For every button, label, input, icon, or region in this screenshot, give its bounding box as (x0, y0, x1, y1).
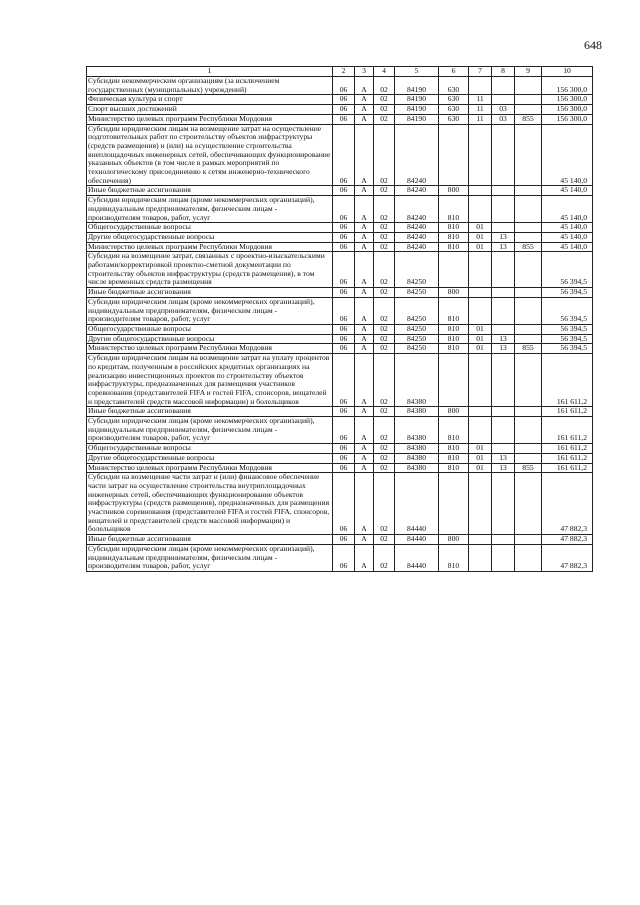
table-row (87, 544, 593, 571)
code-2-cell: 06 (333, 417, 355, 444)
amount-cell: 45 140,0 (542, 186, 593, 196)
code-2-cell: 06 (333, 114, 355, 124)
table-row (87, 334, 593, 344)
subsection-cell: 13 (492, 334, 515, 344)
code-3-cell: А (355, 232, 374, 242)
target-article-cell: 84250 (395, 252, 439, 288)
ministry-code-cell (515, 473, 542, 535)
code-2-cell: 06 (333, 444, 355, 454)
amount-cell: 56 394,5 (542, 252, 593, 288)
code-4-cell: 02 (374, 196, 395, 223)
amount-cell: 156 300,0 (542, 77, 593, 95)
code-3-cell: А (355, 77, 374, 95)
table-header (87, 67, 593, 77)
code-3-cell: А (355, 114, 374, 124)
expense-type-cell: 810 (439, 344, 469, 354)
subsection-cell (492, 124, 515, 186)
ministry-code-cell (515, 252, 542, 288)
code-4-cell: 02 (374, 334, 395, 344)
row-name-cell: Субсидии юридическим лицам (кроме некоммерческих организаций), индивидуальным предпринимателям, физическим лицам - производителям товаров, работ, услуг (87, 297, 333, 324)
row-name-cell: Субсидии на возмещение части затрат и (или) финансовое обеспечение части затрат на осуществление строительства внутриплощадочных инженерных сетей, обеспечивающих функционирование объектов инфраструктуры (средств размещения), предназначенных для размещения участников соревнования (представителей FIFA и гостей FIFA, спонсоров, вещателей и представителей средств массовой информации) и болельщиков (87, 473, 333, 535)
subsection-cell: 13 (492, 344, 515, 354)
ministry-code-cell (515, 444, 542, 454)
code-2-cell: 06 (333, 105, 355, 115)
ministry-code-cell (515, 105, 542, 115)
target-article-cell: 84240 (395, 242, 439, 252)
col-header-7: 7 (469, 67, 492, 77)
subsection-cell (492, 77, 515, 95)
code-4-cell: 02 (374, 324, 395, 334)
code-4-cell: 02 (374, 105, 395, 115)
subsection-cell (492, 196, 515, 223)
row-name-cell: Другие общегосударственные вопросы (87, 334, 333, 344)
target-article-cell: 84250 (395, 334, 439, 344)
row-name-cell: Общегосударственные вопросы (87, 444, 333, 454)
table-row (87, 463, 593, 473)
section-cell: 01 (469, 242, 492, 252)
amount-cell: 45 140,0 (542, 223, 593, 233)
table-row (87, 288, 593, 298)
column-number-row (87, 67, 593, 77)
target-article-cell: 84380 (395, 453, 439, 463)
code-2-cell: 06 (333, 453, 355, 463)
target-article-cell: 84440 (395, 544, 439, 571)
row-name-cell: Иные бюджетные ассигнования (87, 407, 333, 417)
ministry-code-cell (515, 544, 542, 571)
ministry-code-cell: 855 (515, 242, 542, 252)
section-cell: 01 (469, 444, 492, 454)
expense-type-cell: 810 (439, 334, 469, 344)
code-2-cell: 06 (333, 297, 355, 324)
section-cell (469, 196, 492, 223)
expense-type-cell: 810 (439, 196, 469, 223)
section-cell (469, 535, 492, 545)
subsection-cell (492, 354, 515, 407)
section-cell (469, 473, 492, 535)
row-name-cell: Иные бюджетные ассигнования (87, 186, 333, 196)
expense-type-cell: 810 (439, 324, 469, 334)
section-cell (469, 297, 492, 324)
amount-cell: 56 394,5 (542, 324, 593, 334)
amount-cell: 45 140,0 (542, 232, 593, 242)
section-cell: 01 (469, 463, 492, 473)
table-row (87, 407, 593, 417)
amount-cell: 47 882,3 (542, 473, 593, 535)
section-cell (469, 544, 492, 571)
target-article-cell: 84380 (395, 417, 439, 444)
subsection-cell (492, 417, 515, 444)
code-3-cell: А (355, 186, 374, 196)
table-row (87, 324, 593, 334)
code-2-cell: 06 (333, 463, 355, 473)
subsection-cell (492, 444, 515, 454)
col-header-1: 1 (87, 67, 333, 77)
code-3-cell: А (355, 95, 374, 105)
section-cell: 01 (469, 232, 492, 242)
ministry-code-cell (515, 232, 542, 242)
row-name-cell: Иные бюджетные ассигнования (87, 288, 333, 298)
code-3-cell: А (355, 344, 374, 354)
subsection-cell (492, 535, 515, 545)
code-2-cell: 06 (333, 242, 355, 252)
subsection-cell (492, 407, 515, 417)
ministry-code-cell (515, 186, 542, 196)
code-2-cell: 06 (333, 473, 355, 535)
table-row (87, 344, 593, 354)
target-article-cell: 84240 (395, 196, 439, 223)
subsection-cell (492, 186, 515, 196)
amount-cell: 156 300,0 (542, 114, 593, 124)
code-2-cell: 06 (333, 186, 355, 196)
code-3-cell: А (355, 242, 374, 252)
table-row (87, 297, 593, 324)
row-name-cell: Субсидии юридическим лицам на возмещение затрат на уплату процентов по кредитам, полученным в российских кредитных организациях на реализацию инвестиционных проектов по строительству объектов инфраструктуры, предназначенных для размещения участников соревнования (представителей FIFA и гостей FIFA, спонсоров, вещателей и представителей средств массовой информации) и болельщиков (87, 354, 333, 407)
code-2-cell: 06 (333, 354, 355, 407)
code-4-cell: 02 (374, 252, 395, 288)
target-article-cell: 84380 (395, 354, 439, 407)
code-4-cell: 02 (374, 417, 395, 444)
table-row (87, 473, 593, 535)
code-2-cell: 06 (333, 252, 355, 288)
target-article-cell: 84240 (395, 232, 439, 242)
col-header-6: 6 (439, 67, 469, 77)
target-article-cell: 84240 (395, 186, 439, 196)
code-3-cell: А (355, 324, 374, 334)
col-header-3: 3 (355, 67, 374, 77)
code-3-cell: А (355, 544, 374, 571)
amount-cell: 161 611,2 (542, 354, 593, 407)
amount-cell: 47 882,3 (542, 544, 593, 571)
code-3-cell: А (355, 297, 374, 324)
expense-type-cell: 810 (439, 232, 469, 242)
section-cell (469, 186, 492, 196)
section-cell: 11 (469, 114, 492, 124)
section-cell (469, 124, 492, 186)
code-4-cell: 02 (374, 95, 395, 105)
code-3-cell: А (355, 463, 374, 473)
subsection-cell (492, 544, 515, 571)
section-cell: 01 (469, 344, 492, 354)
code-4-cell: 02 (374, 535, 395, 545)
expense-type-cell: 810 (439, 297, 469, 324)
col-header-5: 5 (395, 67, 439, 77)
expense-type-cell (439, 252, 469, 288)
row-name-cell: Субсидии юридическим лицам (кроме некоммерческих организаций), индивидуальным предпринимателям, физическим лицам - производителям товаров, работ, услуг (87, 417, 333, 444)
target-article-cell: 84250 (395, 344, 439, 354)
table-row (87, 444, 593, 454)
amount-cell: 45 140,0 (542, 196, 593, 223)
section-cell (469, 252, 492, 288)
amount-cell: 161 611,2 (542, 417, 593, 444)
section-cell (469, 407, 492, 417)
subsection-cell (492, 95, 515, 105)
amount-cell: 56 394,5 (542, 288, 593, 298)
code-3-cell: А (355, 417, 374, 444)
subsection-cell (492, 288, 515, 298)
expense-type-cell: 810 (439, 453, 469, 463)
code-3-cell: А (355, 444, 374, 454)
expense-type-cell (439, 473, 469, 535)
expense-type-cell: 810 (439, 417, 469, 444)
table-row (87, 105, 593, 115)
amount-cell: 161 611,2 (542, 463, 593, 473)
code-3-cell: А (355, 105, 374, 115)
code-2-cell: 06 (333, 288, 355, 298)
budget-table (86, 66, 593, 572)
code-4-cell: 02 (374, 223, 395, 233)
col-header-9: 9 (515, 67, 542, 77)
code-3-cell: А (355, 124, 374, 186)
budget-table-wrapper (86, 66, 593, 572)
table-row (87, 223, 593, 233)
ministry-code-cell (515, 417, 542, 444)
code-4-cell: 02 (374, 354, 395, 407)
table-row (87, 114, 593, 124)
code-3-cell: А (355, 334, 374, 344)
subsection-cell: 13 (492, 453, 515, 463)
target-article-cell: 84440 (395, 473, 439, 535)
ministry-code-cell (515, 453, 542, 463)
amount-cell: 161 611,2 (542, 453, 593, 463)
code-3-cell: А (355, 473, 374, 535)
ministry-code-cell (515, 407, 542, 417)
section-cell: 01 (469, 453, 492, 463)
row-name-cell: Общегосударственные вопросы (87, 324, 333, 334)
row-name-cell: Субсидии юридическим лицам (кроме некоммерческих организаций), индивидуальным предпринимателям, физическим лицам - производителям товаров, работ, услуг (87, 544, 333, 571)
row-name-cell: Министерство целевых программ Республики Мордовия (87, 242, 333, 252)
code-2-cell: 06 (333, 77, 355, 95)
row-name-cell: Спорт высших достижений (87, 105, 333, 115)
ministry-code-cell: 855 (515, 463, 542, 473)
ministry-code-cell (515, 196, 542, 223)
section-cell: 01 (469, 223, 492, 233)
ministry-code-cell (515, 223, 542, 233)
code-2-cell: 06 (333, 407, 355, 417)
amount-cell: 156 300,0 (542, 105, 593, 115)
target-article-cell: 84190 (395, 105, 439, 115)
target-article-cell: 84190 (395, 95, 439, 105)
expense-type-cell: 810 (439, 223, 469, 233)
ministry-code-cell (515, 288, 542, 298)
code-4-cell: 02 (374, 288, 395, 298)
code-2-cell: 06 (333, 232, 355, 242)
amount-cell: 56 394,5 (542, 344, 593, 354)
table-row (87, 354, 593, 407)
subsection-cell (492, 297, 515, 324)
code-4-cell: 02 (374, 77, 395, 95)
expense-type-cell: 800 (439, 535, 469, 545)
row-name-cell: Другие общегосударственные вопросы (87, 453, 333, 463)
target-article-cell: 84190 (395, 77, 439, 95)
subsection-cell: 13 (492, 232, 515, 242)
section-cell (469, 417, 492, 444)
row-name-cell: Министерство целевых программ Республики Мордовия (87, 114, 333, 124)
col-header-10: 10 (542, 67, 593, 77)
amount-cell: 161 611,2 (542, 407, 593, 417)
amount-cell: 45 140,0 (542, 242, 593, 252)
code-2-cell: 06 (333, 544, 355, 571)
code-4-cell: 02 (374, 344, 395, 354)
subsection-cell: 13 (492, 242, 515, 252)
amount-cell: 56 394,5 (542, 334, 593, 344)
target-article-cell: 84250 (395, 297, 439, 324)
col-header-4: 4 (374, 67, 395, 77)
code-2-cell: 06 (333, 196, 355, 223)
section-cell: 11 (469, 95, 492, 105)
code-4-cell: 02 (374, 453, 395, 463)
table-row (87, 242, 593, 252)
table-row (87, 232, 593, 242)
table-row (87, 196, 593, 223)
code-4-cell: 02 (374, 232, 395, 242)
table-body (87, 77, 593, 572)
subsection-cell: 13 (492, 463, 515, 473)
row-name-cell: Общегосударственные вопросы (87, 223, 333, 233)
code-4-cell: 02 (374, 463, 395, 473)
expense-type-cell: 630 (439, 114, 469, 124)
code-2-cell: 06 (333, 95, 355, 105)
ministry-code-cell (515, 297, 542, 324)
code-2-cell: 06 (333, 535, 355, 545)
ministry-code-cell (515, 354, 542, 407)
table-row (87, 186, 593, 196)
section-cell: 01 (469, 334, 492, 344)
ministry-code-cell: 855 (515, 114, 542, 124)
code-4-cell: 02 (374, 407, 395, 417)
table-row (87, 417, 593, 444)
expense-type-cell: 630 (439, 105, 469, 115)
expense-type-cell (439, 124, 469, 186)
code-4-cell: 02 (374, 242, 395, 252)
code-3-cell: А (355, 407, 374, 417)
table-row (87, 95, 593, 105)
row-name-cell: Субсидии юридическим лицам на возмещение затрат на осуществление подготовительных работ по строительству объектов инфраструктуры (средств размещения) и (или) на осуществление строительства внеплощадочных инженерных сетей, обеспечивающих функционирование указанных объектов (в том числе в рамках мероприятий по технологическому присоединению к сетям инженерно-технического обеспечения) (87, 124, 333, 186)
code-2-cell: 06 (333, 334, 355, 344)
subsection-cell: 03 (492, 105, 515, 115)
code-4-cell: 02 (374, 544, 395, 571)
section-cell (469, 77, 492, 95)
code-3-cell: А (355, 535, 374, 545)
code-4-cell: 02 (374, 297, 395, 324)
code-4-cell: 02 (374, 114, 395, 124)
code-2-cell: 06 (333, 324, 355, 334)
table-row (87, 252, 593, 288)
row-name-cell: Министерство целевых программ Республики Мордовия (87, 463, 333, 473)
code-4-cell: 02 (374, 124, 395, 186)
target-article-cell: 84250 (395, 324, 439, 334)
subsection-cell (492, 252, 515, 288)
expense-type-cell (439, 354, 469, 407)
row-name-cell: Субсидии на возмещение затрат, связанных с проектно-изыскательскими работами/корректировкой проектно-сметной документации по строительству объектов инфраструктуры (средств размещения), в том числе временных средств размещения (87, 252, 333, 288)
code-4-cell: 02 (374, 444, 395, 454)
code-4-cell: 02 (374, 186, 395, 196)
row-name-cell: Субсидии юридическим лицам (кроме некоммерческих организаций), индивидуальным предпринимателям, физическим лицам - производителям товаров, работ, услуг (87, 196, 333, 223)
code-2-cell: 06 (333, 344, 355, 354)
expense-type-cell: 630 (439, 77, 469, 95)
amount-cell: 161 611,2 (542, 444, 593, 454)
expense-type-cell: 800 (439, 288, 469, 298)
expense-type-cell: 810 (439, 242, 469, 252)
expense-type-cell: 810 (439, 544, 469, 571)
row-name-cell: Министерство целевых программ Республики Мордовия (87, 344, 333, 354)
code-3-cell: А (355, 453, 374, 463)
expense-type-cell: 630 (439, 95, 469, 105)
ministry-code-cell (515, 324, 542, 334)
subsection-cell: 03 (492, 114, 515, 124)
ministry-code-cell (515, 334, 542, 344)
row-name-cell: Другие общегосударственные вопросы (87, 232, 333, 242)
amount-cell: 156 300,0 (542, 95, 593, 105)
col-header-2: 2 (333, 67, 355, 77)
amount-cell: 45 140,0 (542, 124, 593, 186)
table-row (87, 124, 593, 186)
row-name-cell: Иные бюджетные ассигнования (87, 535, 333, 545)
table-row (87, 535, 593, 545)
target-article-cell: 84380 (395, 463, 439, 473)
ministry-code-cell (515, 535, 542, 545)
ministry-code-cell (515, 77, 542, 95)
expense-type-cell: 810 (439, 463, 469, 473)
section-cell: 01 (469, 324, 492, 334)
target-article-cell: 84240 (395, 124, 439, 186)
code-2-cell: 06 (333, 124, 355, 186)
code-3-cell: А (355, 354, 374, 407)
table-row (87, 453, 593, 463)
row-name-cell: Физическая культура и спорт (87, 95, 333, 105)
amount-cell: 47 882,3 (542, 535, 593, 545)
row-name-cell: Субсидии некоммерческим организациям (за исключением государственных (муниципальных) учреждений) (87, 77, 333, 95)
amount-cell: 56 394,5 (542, 297, 593, 324)
col-header-8: 8 (492, 67, 515, 77)
target-article-cell: 84380 (395, 407, 439, 417)
target-article-cell: 84190 (395, 114, 439, 124)
code-3-cell: А (355, 252, 374, 288)
ministry-code-cell (515, 124, 542, 186)
expense-type-cell: 800 (439, 407, 469, 417)
target-article-cell: 84250 (395, 288, 439, 298)
expense-type-cell: 800 (439, 186, 469, 196)
section-cell (469, 288, 492, 298)
target-article-cell: 84440 (395, 535, 439, 545)
ministry-code-cell: 855 (515, 344, 542, 354)
ministry-code-cell (515, 95, 542, 105)
page-number: 648 (584, 38, 602, 52)
section-cell: 11 (469, 105, 492, 115)
target-article-cell: 84380 (395, 444, 439, 454)
expense-type-cell: 810 (439, 444, 469, 454)
code-3-cell: А (355, 223, 374, 233)
code-2-cell: 06 (333, 223, 355, 233)
code-3-cell: А (355, 288, 374, 298)
subsection-cell (492, 324, 515, 334)
subsection-cell (492, 473, 515, 535)
table-row (87, 77, 593, 95)
code-4-cell: 02 (374, 473, 395, 535)
code-3-cell: А (355, 196, 374, 223)
target-article-cell: 84240 (395, 223, 439, 233)
subsection-cell (492, 223, 515, 233)
section-cell (469, 354, 492, 407)
